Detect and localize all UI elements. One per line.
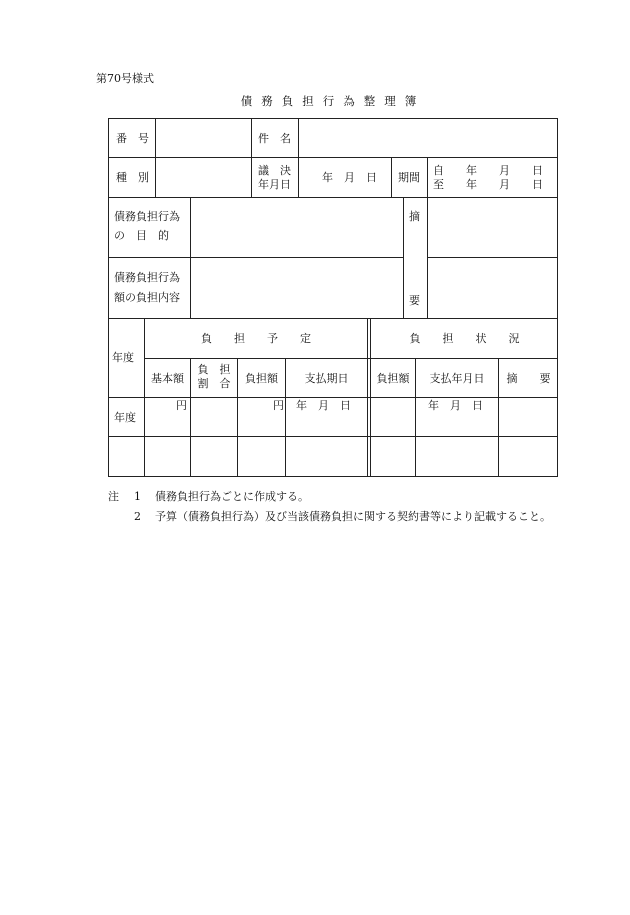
document-title: 債務負担行為整理簿	[240, 94, 426, 108]
period-from: 自 年 月 日	[433, 164, 543, 177]
tekiyo-col-header: 摘 要	[506, 372, 551, 385]
status-header: 負 担 状 況	[409, 332, 520, 345]
kenmei-label: 件 名	[258, 132, 291, 145]
futan-wariai-header-line2: 割 合	[197, 377, 231, 390]
tekiyo-top-label: 摘	[409, 210, 420, 223]
kikan-label: 期間	[398, 171, 420, 184]
register-table	[108, 118, 558, 477]
period-to: 至 年 月 日	[433, 178, 543, 191]
yen-unit-kihongaku: 円	[176, 399, 187, 412]
tekiyo-bottom-label: 要	[409, 294, 420, 307]
note-1-text: 債務負担行為ごとに作成する。	[155, 490, 309, 503]
notes-prefix: 注	[108, 490, 119, 503]
planned-date-placeholder: 年 月 日	[296, 399, 351, 412]
giketsu-label-line2: 年月日	[258, 178, 291, 191]
note-1-number: 1	[134, 490, 141, 503]
futangaku-planned-header: 負担額	[245, 372, 278, 385]
shubetsu-label: 種 別	[116, 171, 149, 184]
yen-unit-futangaku: 円	[273, 399, 284, 412]
giketsu-label-line1: 議 決	[258, 164, 291, 177]
bango-label: 番 号	[116, 132, 149, 145]
note-2-text: 予算（債務負担行為）及び当該債務負担に関する契約書等により記載すること。	[155, 510, 551, 523]
note-2-number: 2	[134, 510, 141, 523]
content-label-line2: 額の負担内容	[114, 291, 180, 304]
actual-date-placeholder: 年 月 日	[428, 399, 483, 412]
giketsu-date: 年 月 日	[322, 171, 377, 184]
content-label-line1: 債務負担行為	[114, 271, 180, 284]
purpose-label-line1: 債務負担行為	[114, 210, 180, 223]
nendo-row-label: 年度	[114, 411, 136, 424]
kihongaku-header: 基本額	[151, 372, 184, 385]
futan-wariai-header-line1: 負 担	[197, 363, 231, 376]
shiharai-kijitsu-header: 支払期日	[304, 372, 349, 385]
planned-header: 負 担 予 定	[201, 332, 311, 345]
futangaku-actual-header: 負担額	[376, 372, 410, 385]
purpose-label-line2: の 目 的	[114, 229, 169, 242]
nendo-header: 年度	[112, 351, 134, 364]
shiharai-nengappi-header: 支払年月日	[429, 372, 485, 385]
form-number: 第70号様式	[96, 72, 154, 85]
